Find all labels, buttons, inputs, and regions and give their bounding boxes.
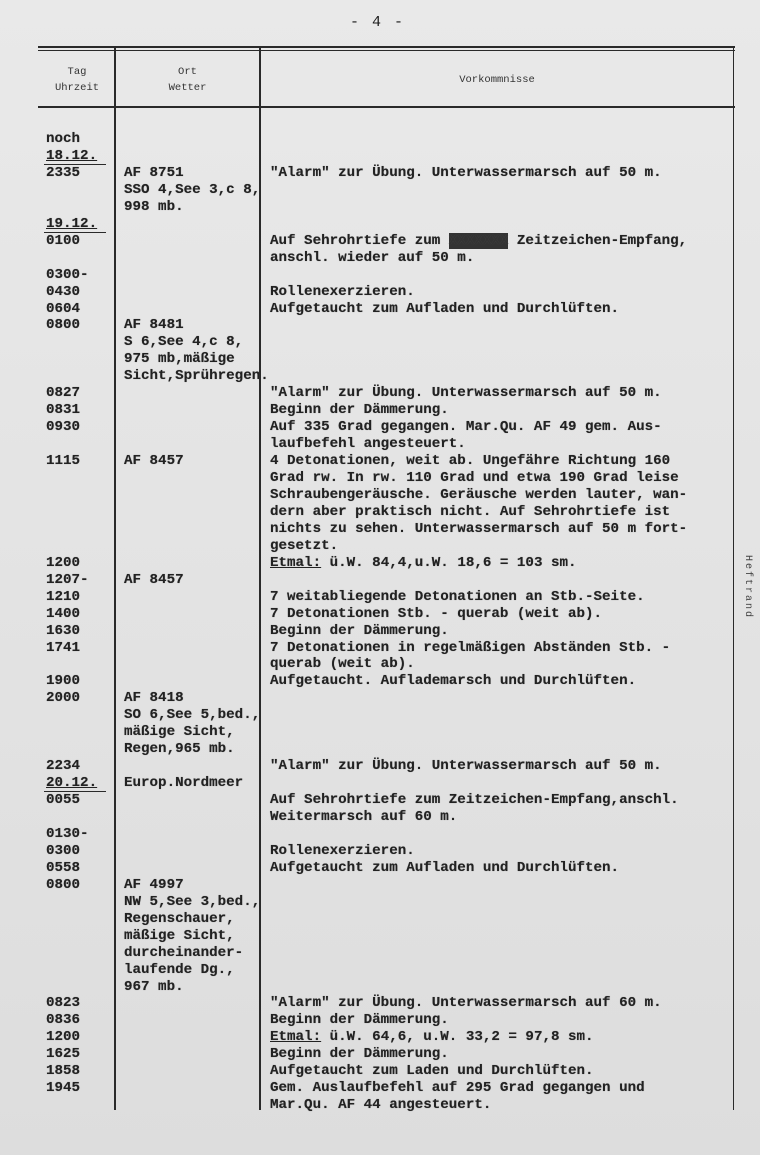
log-time: 0055 [46, 792, 81, 809]
log-event [270, 453, 670, 470]
log-event [270, 606, 602, 623]
log-place-weather: Sicht,Sprühregen. [124, 368, 269, 385]
log-event [270, 809, 457, 826]
log-time: 0100 [46, 232, 81, 249]
header-date-time [40, 64, 114, 96]
log-time: 2000 [46, 690, 81, 707]
log-place-weather: Regen,965 mb. [124, 741, 235, 758]
header-uhrzeit: Uhrzeit [54, 82, 100, 94]
log-place-weather: laufende Dg., [124, 961, 235, 978]
event-text: Schraubengeräusche. Geräusche werden lauter, wan- [270, 486, 688, 503]
column-divider-2 [259, 48, 261, 1110]
log-time: 0930 [46, 419, 81, 436]
log-time: 1207- [46, 571, 89, 588]
log-time: 1200 [46, 1029, 81, 1046]
log-time: 1945 [46, 1080, 81, 1097]
log-place-weather: Regenschauer, [124, 910, 235, 927]
log-place-weather: Europ.Nordmeer [124, 775, 244, 792]
header-place-weather [116, 64, 259, 96]
date-rule [44, 164, 106, 165]
event-text: ü.W. 64,6, u.W. 33,2 = 97,8 sm. [321, 1029, 594, 1046]
log-place-weather: mäßige Sicht, [124, 724, 235, 741]
event-text: Beginn der Dämmerung. [270, 1012, 449, 1029]
log-place-weather: durcheinander- [124, 944, 244, 961]
event-text: anschl. wieder auf 50 m. [270, 249, 475, 266]
log-date: 20.12. [46, 775, 98, 792]
event-text: Aufgetaucht zum Laden und Durchlüften. [270, 1063, 594, 1080]
log-event [270, 860, 619, 877]
header-events [261, 72, 733, 88]
log-time: 0827 [46, 385, 81, 402]
log-time: 0300 [46, 842, 81, 859]
event-text: Beginn der Dämmerung. [270, 622, 449, 639]
log-event [270, 487, 687, 504]
log-event [270, 301, 619, 318]
log-time: 1741 [46, 639, 81, 656]
event-text: Aufgetaucht. Auflademarsch und Durchlüften. [270, 673, 637, 690]
log-event [270, 1046, 449, 1063]
log-place-weather: AF 8418 [124, 690, 184, 707]
event-text: 7 weitabliegende Detonationen an Stb.-Seite. [270, 588, 645, 605]
log-event [270, 792, 679, 809]
table-top-rule-2 [38, 50, 735, 51]
log-event [270, 640, 670, 657]
log-event [270, 1063, 594, 1080]
event-text: Aufgetaucht zum Aufladen und Durchlüften. [270, 300, 620, 317]
log-event [270, 673, 636, 690]
margin-note: Heftrand [742, 555, 753, 620]
page-number: - 4 - [350, 14, 406, 31]
log-time: 0300- [46, 266, 89, 283]
log-time: 0130- [46, 825, 89, 842]
column-divider-1 [114, 48, 116, 1110]
log-event [270, 623, 449, 640]
event-text: "Alarm" zur Übung. Unterwassermarsch auf 50 m. [270, 164, 662, 181]
log-place-weather: AF 8481 [124, 317, 184, 334]
event-text: Auf 335 Grad gegangen. Mar.Qu. AF 49 gem. Aus- [270, 419, 662, 436]
log-place-weather: 998 mb. [124, 198, 184, 215]
log-place-weather: S 6,See 4,c 8, [124, 334, 244, 351]
log-place-weather: NW 5,See 3,bed., [124, 893, 261, 910]
log-time: 2234 [46, 758, 81, 775]
log-time: 0800 [46, 317, 81, 334]
log-time: 1115 [46, 453, 81, 470]
log-date: 18.12. [46, 147, 98, 164]
event-text: nichts zu sehen. Unterwassermarsch auf 50 m fort- [270, 520, 688, 537]
event-text: ü.W. 84,4,u.W. 18,6 = 103 sm. [321, 554, 577, 571]
log-event [270, 656, 415, 673]
log-event [270, 555, 577, 572]
event-text: Mar.Qu. AF 44 angesteuert. [270, 1097, 492, 1114]
log-time: 0430 [46, 283, 81, 300]
log-time: 0604 [46, 300, 81, 317]
log-time: 2335 [46, 164, 81, 181]
log-time: 0823 [46, 995, 81, 1012]
log-time: 1200 [46, 554, 81, 571]
log-event [270, 504, 670, 521]
event-text: 4 Detonationen, weit ab. Ungefähre Richtung 160 [270, 453, 671, 470]
log-event [270, 589, 645, 606]
log-event [270, 402, 449, 419]
header-tag: Tag [67, 66, 87, 78]
event-text: Rollenexerzieren. [270, 283, 415, 300]
log-time: 0558 [46, 859, 81, 876]
log-time: 1625 [46, 1046, 81, 1063]
log-event [270, 233, 687, 250]
log-event [270, 538, 338, 555]
event-text: Auf Sehrohrtiefe zum [270, 232, 449, 249]
event-text: 7 Detonationen Stb. - querab (weit ab). [270, 605, 603, 622]
log-event [270, 419, 662, 436]
log-event [270, 1080, 645, 1097]
header-bottom-rule [38, 106, 735, 108]
log-event [270, 1012, 449, 1029]
date-rule [44, 232, 106, 233]
log-place-weather: AF 8457 [124, 571, 184, 588]
log-event [270, 165, 662, 182]
log-place-weather: AF 8457 [124, 453, 184, 470]
header-ort: Ort [178, 66, 197, 78]
event-text: dern aber praktisch nicht. Auf Sehrohrtiefe ist [270, 503, 671, 520]
log-event [270, 758, 662, 775]
log-time: noch [46, 131, 81, 147]
event-text: Beginn der Dämmerung. [270, 1046, 449, 1063]
log-time: 0800 [46, 876, 81, 893]
event-text: Rollenexerzieren. [270, 842, 415, 859]
event-text: "Alarm" zur Übung. Unterwassermarsch auf 60 m. [270, 995, 662, 1012]
header-vorkommnisse: Vorkommnisse [459, 74, 535, 86]
log-event [270, 843, 415, 860]
table-top-rule [38, 46, 735, 48]
log-event [270, 436, 466, 453]
log-time: 1900 [46, 673, 81, 690]
header-wetter: Wetter [168, 82, 207, 94]
log-event [270, 1097, 491, 1114]
log-time: 1630 [46, 622, 81, 639]
event-text: laufbefehl angesteuert. [270, 436, 466, 453]
date-rule [44, 791, 106, 792]
event-text: Auf Sehrohrtiefe zum Zeitzeichen-Empfang,anschl. [270, 792, 679, 809]
log-place-weather: AF 8751 [124, 164, 184, 181]
log-event [270, 470, 679, 487]
event-text: Gem. Auslaufbefehl auf 295 Grad gegangen und [270, 1080, 645, 1097]
event-text: querab (weit ab). [270, 656, 415, 673]
log-time: 1210 [46, 588, 81, 605]
log-place-weather: 967 mb. [124, 978, 184, 995]
event-text-cont: Zeitzeichen-Empfang, [508, 232, 688, 249]
log-time: 1400 [46, 605, 81, 622]
event-text: Grad rw. In rw. 110 Grad und etwa 190 Grad leise [270, 470, 679, 486]
event-text: Aufgetaucht zum Aufladen und Durchlüften. [270, 859, 620, 876]
log-event [270, 250, 474, 267]
log-time: 0836 [46, 1012, 81, 1029]
event-text: 7 Detonationen in regelmäßigen Abständen Stb. - [270, 639, 671, 656]
event-text: "Alarm" zur Übung. Unterwassermarsch auf 50 m. [270, 385, 662, 402]
log-place-weather: AF 4997 [124, 876, 184, 893]
log-event [270, 1029, 594, 1046]
log-place-weather: SSO 4,See 3,c 8, [124, 181, 261, 198]
log-place-weather: 975 mb,mäßige [124, 351, 235, 368]
log-event [270, 521, 687, 538]
event-text: Weitermarsch auf 60 m. [270, 809, 458, 825]
column-divider-right [733, 48, 734, 1110]
log-time: 1858 [46, 1063, 81, 1080]
log-event [270, 995, 662, 1012]
etmal-label: Etmal: [270, 1029, 322, 1046]
etmal-label: Etmal: [270, 554, 322, 571]
event-text: gesetzt. [270, 537, 339, 554]
log-date: 19.12. [46, 215, 98, 232]
log-event [270, 385, 662, 402]
log-time: 0831 [46, 402, 81, 419]
event-text: "Alarm" zur Übung. Unterwassermarsch auf 50 m. [270, 758, 662, 775]
event-text: Beginn der Dämmerung. [270, 402, 449, 419]
log-place-weather: mäßige Sicht, [124, 927, 235, 944]
log-event [270, 284, 415, 301]
log-place-weather: SO 6,See 5,bed., [124, 707, 261, 724]
struck-out-text: XXXXXXX [448, 232, 509, 249]
